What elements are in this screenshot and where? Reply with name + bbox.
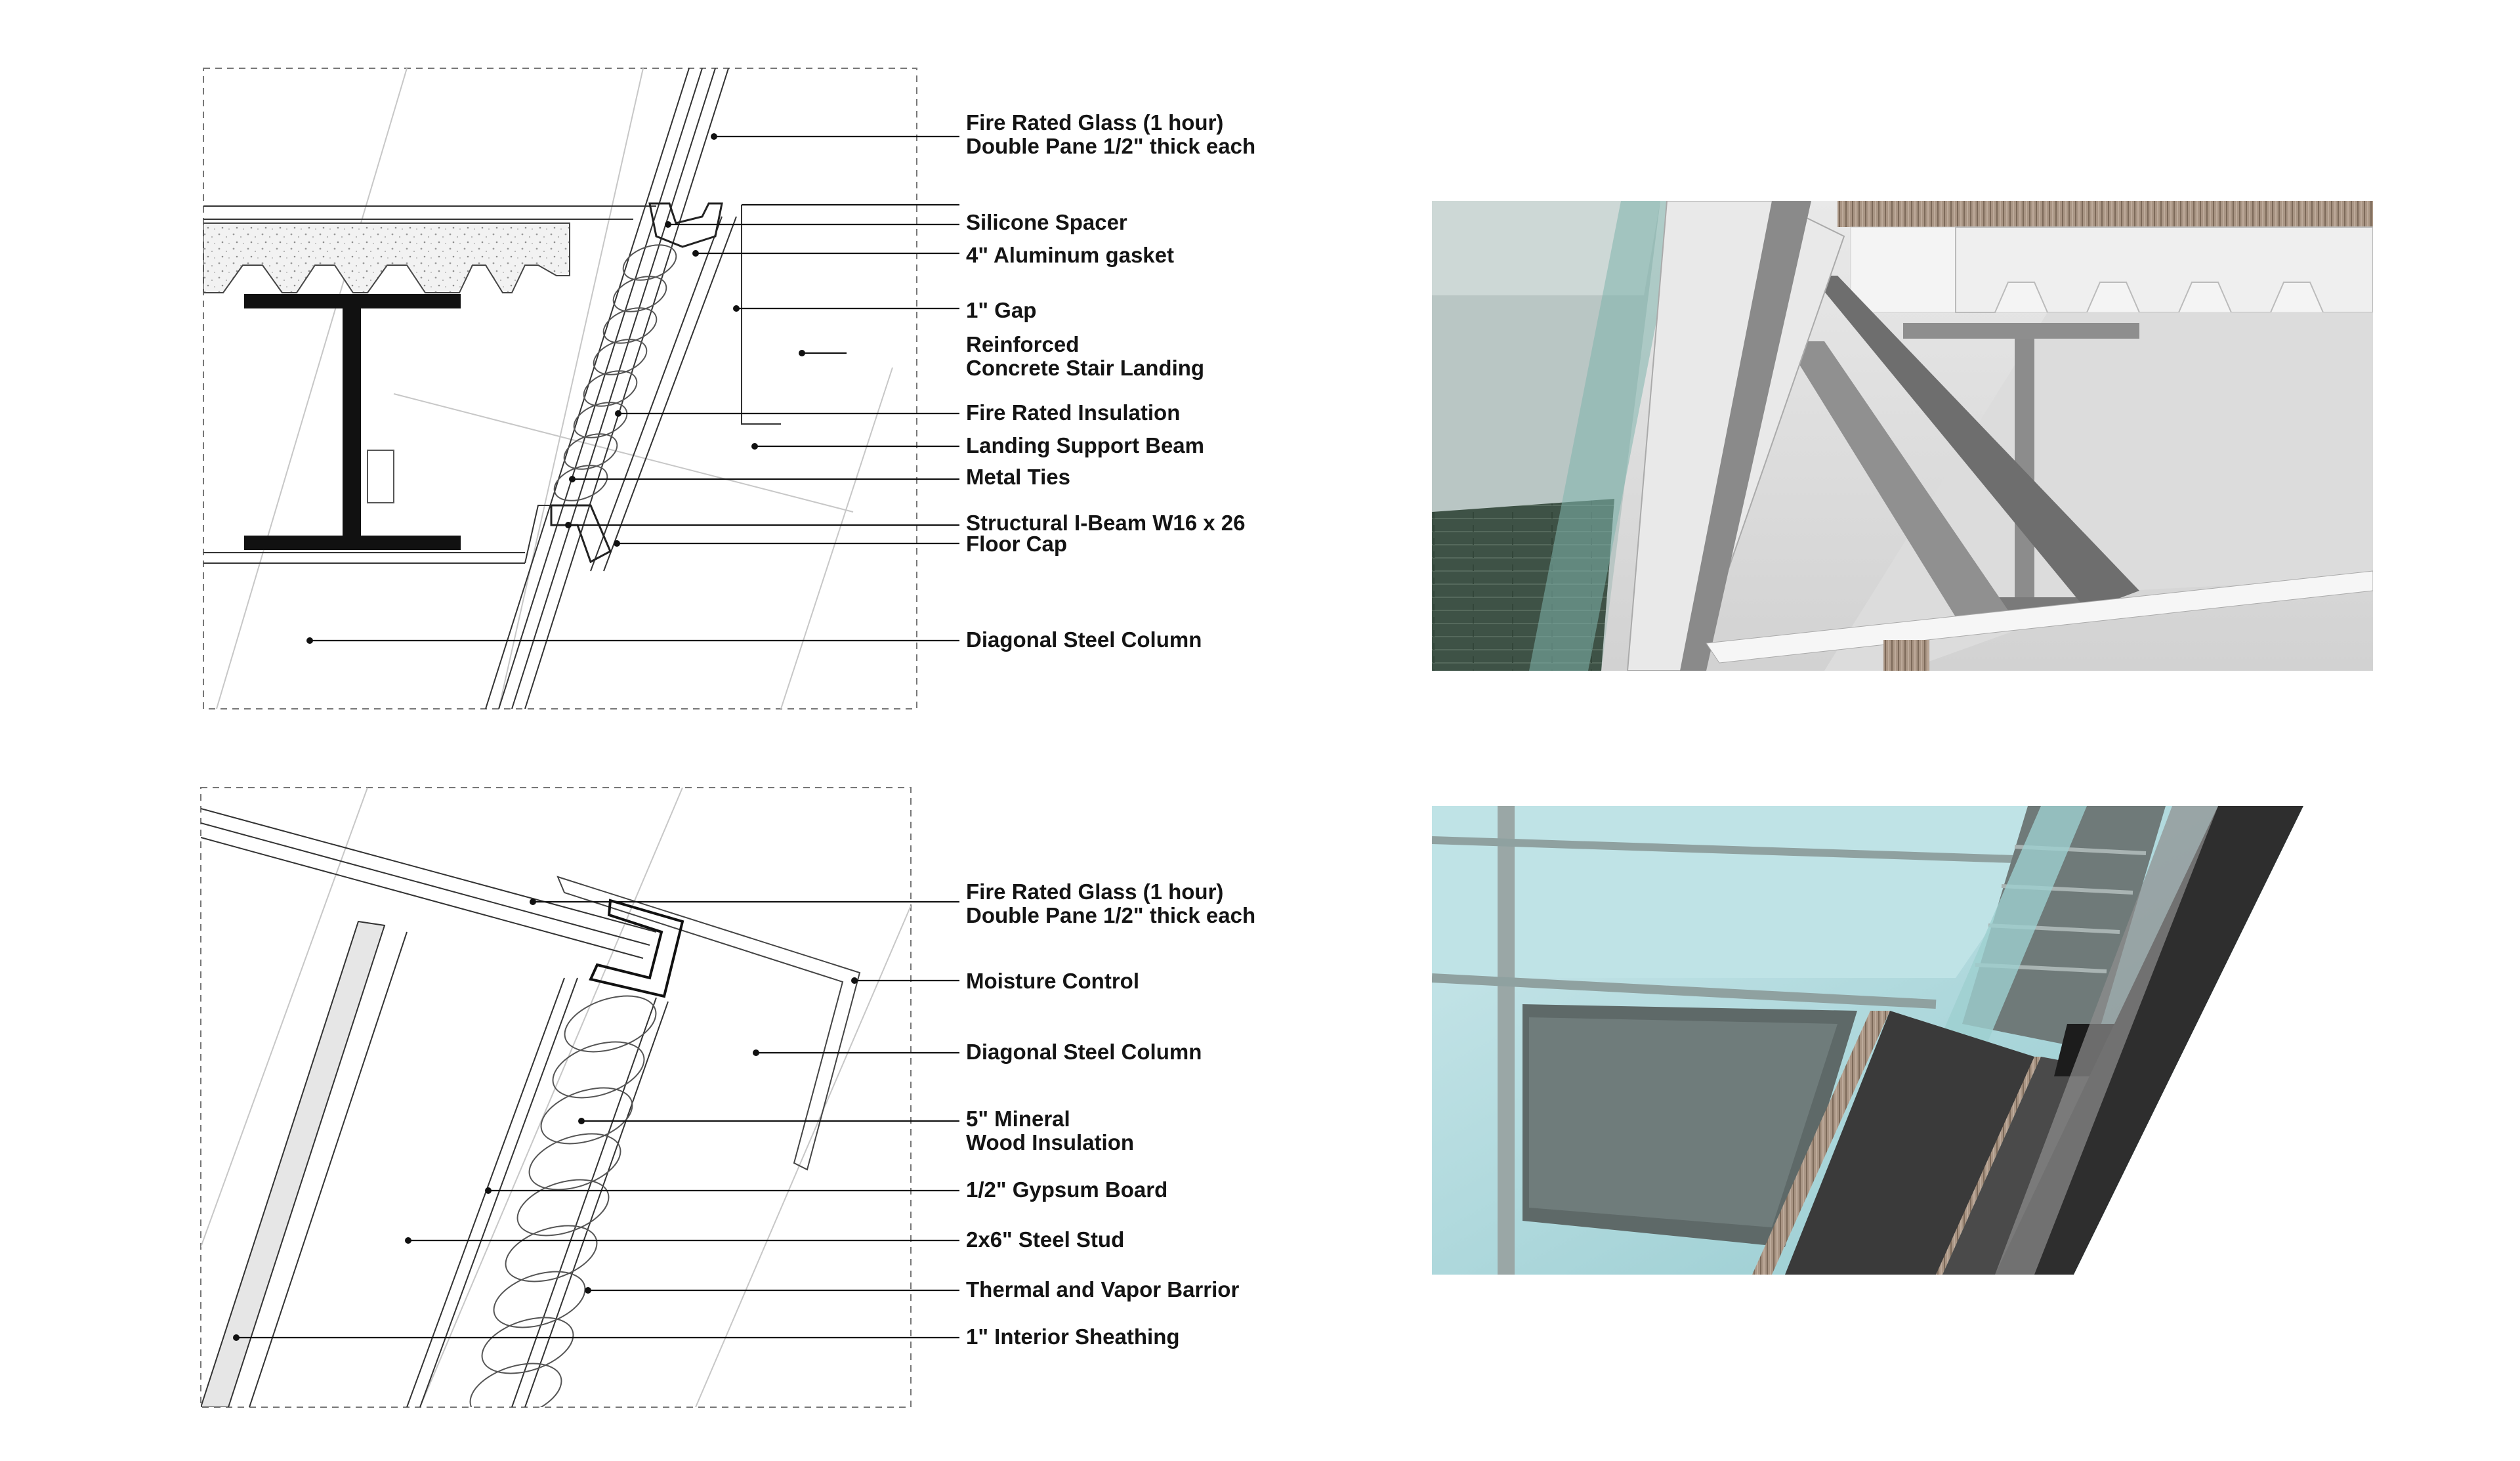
callout-landing-support-beam: Landing Support Beam	[966, 433, 1204, 457]
callout-interior-sheathing: 1" Interior Sheathing	[966, 1324, 1180, 1349]
callout-aluminum-gasket: 4" Aluminum gasket	[966, 243, 1174, 267]
callout-structural-i-beam: Structural I-Beam W16 x 26	[966, 511, 1246, 535]
callout-diagonal-steel-column: Diagonal Steel Column	[966, 1040, 1202, 1064]
i-beam-section	[244, 294, 461, 550]
callout-moisture-control: Moisture Control	[966, 969, 1139, 993]
callout-silicone-spacer: Silicone Spacer	[966, 210, 1127, 234]
callout-floor-cap: Floor Cap	[966, 532, 1067, 556]
callout-steel-stud: 2x6" Steel Stud	[966, 1227, 1125, 1252]
callout-reinforced-concrete-l2: Concrete Stair Landing	[966, 356, 1205, 380]
callout-mineral-wool-l2: Wood Insulation	[966, 1130, 1135, 1154]
callout-metal-ties: Metal Ties	[966, 465, 1070, 489]
callout-fire-rated-glass-l2: Double Pane 1/2" thick each	[966, 903, 1256, 927]
top-detail-frame	[203, 68, 917, 709]
top-render-image	[1432, 201, 2373, 671]
top-leader-lines	[306, 133, 959, 644]
top-detail-drawing	[203, 68, 1255, 709]
bottom-detail-drawing	[201, 788, 1255, 1429]
callout-gap: 1" Gap	[966, 298, 1037, 322]
callout-fire-rated-glass-l2: Double Pane 1/2" thick each	[966, 134, 1256, 158]
bottom-render-image	[1432, 806, 2305, 1275]
callout-vapor-barrier: Thermal and Vapor Barrior	[966, 1277, 1240, 1302]
top-callout-labels	[966, 110, 1255, 652]
callout-reinforced-concrete-l1: Reinforced	[966, 332, 1080, 356]
callout-fire-rated-insulation: Fire Rated Insulation	[966, 400, 1181, 425]
callout-gypsum-board: 1/2" Gypsum Board	[966, 1177, 1168, 1202]
bottom-callout-labels	[966, 879, 1255, 1349]
callout-diagonal-steel-column: Diagonal Steel Column	[966, 627, 1202, 652]
callout-mineral-wool-l1: 5" Mineral	[966, 1107, 1070, 1131]
callout-fire-rated-glass-l1: Fire Rated Glass (1 hour)	[966, 110, 1224, 135]
callout-fire-rated-glass-l1: Fire Rated Glass (1 hour)	[966, 879, 1224, 904]
